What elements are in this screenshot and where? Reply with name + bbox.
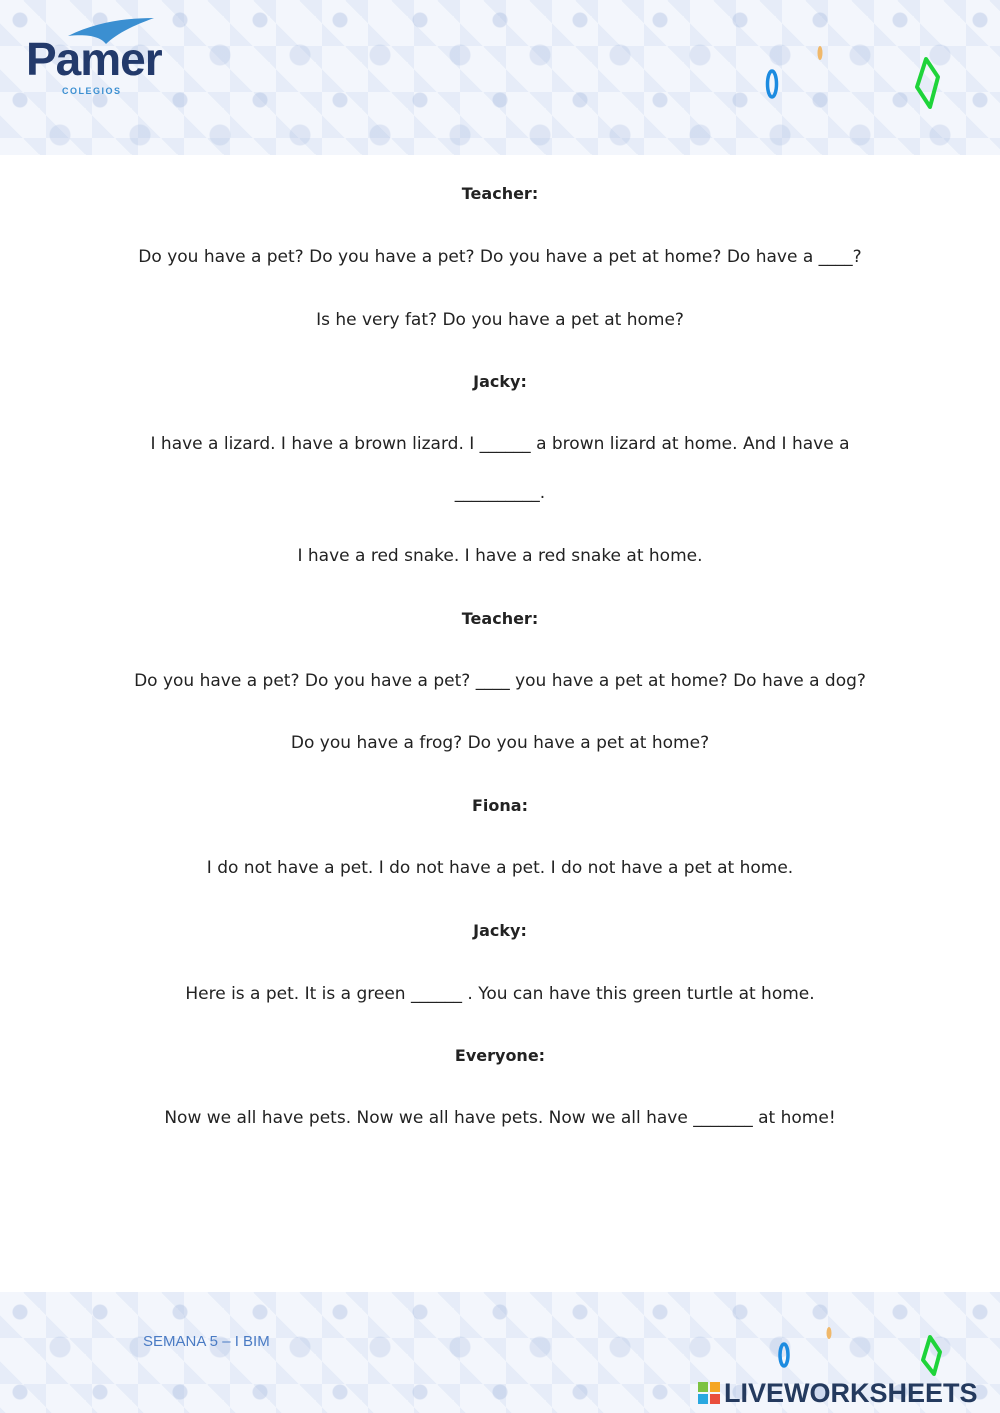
dialogue-line: Do you have a pet? Do you have a pet? Do you have a pet at home? Do have a ____?	[138, 247, 862, 267]
blue-ring-icon	[764, 66, 780, 102]
dialogue-line: Is he very fat? Do you have a pet at home?	[316, 310, 684, 330]
green-ring-icon	[918, 1334, 944, 1378]
liveworksheets-brand[interactable]	[698, 1378, 978, 1408]
week-label: SEMANA 5 – I BIM	[143, 1333, 270, 1350]
logo-name: Pamer	[26, 33, 162, 85]
dialogue-line: I have a red snake. I have a red snake at home.	[297, 546, 703, 566]
speaker-label: Teacher:	[461, 609, 539, 628]
pamer-logo	[26, 16, 176, 101]
header-banner	[0, 0, 1000, 155]
green-ring-icon	[912, 55, 942, 111]
dialogue-line: Now we all have pets. Now we all have pets. Now we all have _______ at home!	[164, 1108, 836, 1128]
dialogue-line: Do you have a frog? Do you have a pet at home?	[290, 733, 710, 753]
speaker-label: Jacky:	[473, 921, 527, 940]
logo-subtitle: COLEGIOS	[62, 86, 122, 96]
dialogue-line: __________.	[454, 483, 546, 503]
orange-dot-icon	[816, 43, 824, 63]
liveworksheets-logo-icon	[698, 1382, 720, 1404]
dialogue-line: I do not have a pet. I do not have a pet. I do not have a pet at home.	[206, 858, 794, 878]
orange-dot-icon	[825, 1324, 833, 1342]
speaker-label: Teacher:	[461, 184, 539, 203]
dialogue-line: I have a lizard. I have a brown lizard. I ______ a brown lizard at home. And I have a	[150, 434, 850, 454]
dialogue-line: Here is a pet. It is a green ______ . You can have this green turtle at home.	[185, 984, 815, 1004]
speaker-label: Jacky:	[473, 372, 527, 391]
speaker-label: Everyone:	[454, 1046, 546, 1065]
speaker-label: Fiona:	[472, 796, 528, 815]
blue-ring-icon	[777, 1340, 791, 1370]
liveworksheets-wordmark: LIVEWORKSHEETS	[724, 1377, 978, 1408]
dialogue-line: Do you have a pet? Do you have a pet? ____ you have a pet at home? Do have a dog?	[134, 671, 866, 691]
